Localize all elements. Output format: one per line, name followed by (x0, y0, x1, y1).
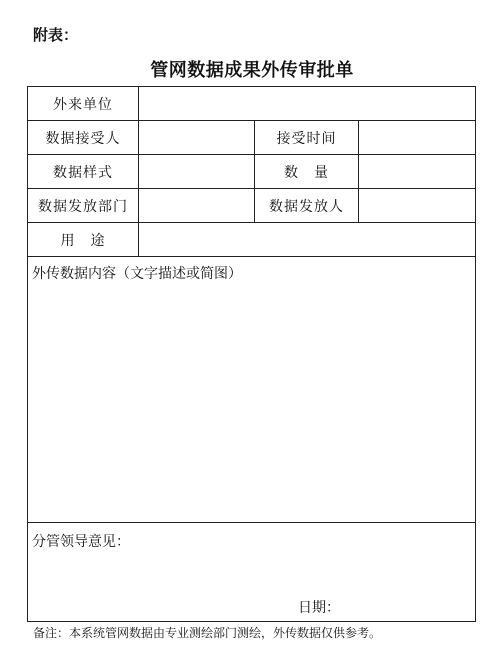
data-format-label: 数据样式 (28, 155, 139, 189)
receiver-label: 数据接受人 (28, 121, 139, 155)
issuing-dept-label: 数据发放部门 (28, 189, 139, 223)
row-data-format (28, 155, 476, 189)
purpose-field[interactable] (139, 223, 476, 257)
opinion-label: 分管领导意见： (32, 534, 130, 550)
approval-form-table (27, 86, 476, 622)
issuing-dept-field[interactable] (139, 189, 255, 223)
row-opinion (28, 523, 476, 622)
content-section[interactable] (28, 257, 476, 523)
data-format-field[interactable] (139, 155, 255, 189)
row-content (28, 257, 476, 523)
receiver-field[interactable] (139, 121, 255, 155)
row-external-unit (28, 87, 476, 121)
opinion-section[interactable] (28, 523, 476, 622)
purpose-label: 用 途 (28, 223, 139, 257)
date-label: 日期： (298, 600, 340, 616)
issuer-field[interactable] (359, 189, 476, 223)
footnote: 备注：本系统管网数据由专业测绘部门测绘，外传数据仅供参考。 (33, 626, 382, 640)
annex-label: 附表： (33, 26, 79, 44)
receive-time-field[interactable] (359, 121, 476, 155)
external-unit-label: 外来单位 (28, 87, 139, 121)
form-title: 管网数据成果外传审批单 (150, 60, 354, 81)
receive-time-label: 接受时间 (255, 121, 359, 155)
quantity-field[interactable] (359, 155, 476, 189)
row-receiver (28, 121, 476, 155)
row-purpose (28, 223, 476, 257)
issuer-label: 数据发放人 (255, 189, 359, 223)
quantity-label: 数 量 (255, 155, 359, 189)
content-label: 外传数据内容（文字描述或简图） (32, 266, 242, 282)
external-unit-field[interactable] (139, 87, 476, 121)
row-issuing (28, 189, 476, 223)
